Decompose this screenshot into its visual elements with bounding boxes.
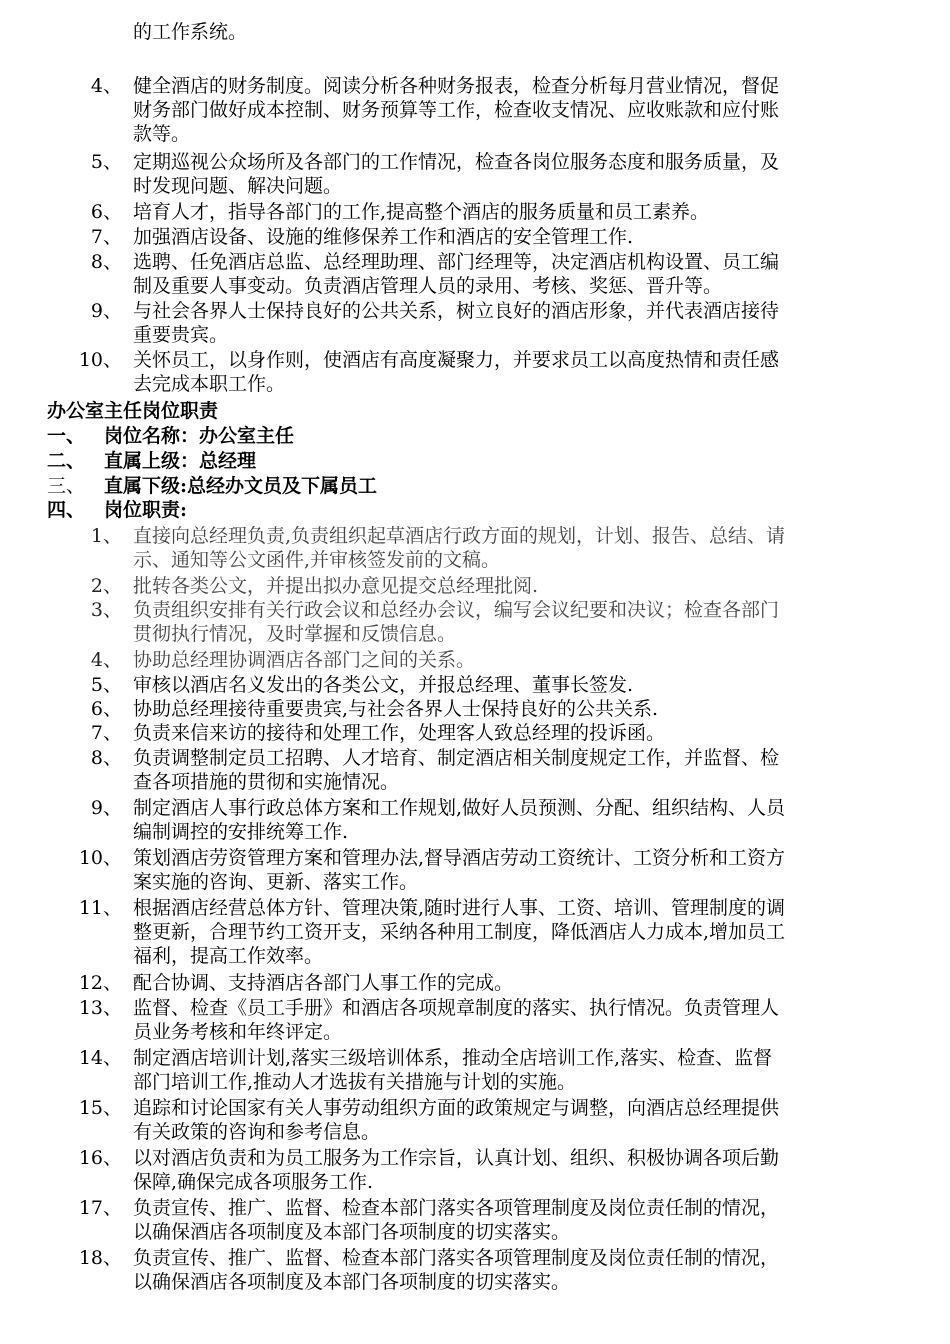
- item-number: 14、: [78, 1047, 122, 1069]
- item-number: 1、: [90, 525, 122, 547]
- item-number: 12、: [78, 972, 122, 994]
- item-text: 追踪和讨论国家有关人事劳动组织方面的政策规定与调整，向酒店总经理提供 有关政策的咨询和参考信息。: [133, 1097, 780, 1143]
- item-number: 2、: [90, 575, 122, 597]
- item-text: 选聘、任免酒店总监、总经理助理、部门经理等，决定酒店机构设置、员工编 制及重要人事变动。负责酒店管理人员的录用、考核、奖惩、晋升等。: [133, 251, 780, 297]
- heading-number: 二、: [47, 450, 86, 472]
- item-number: 3、: [90, 599, 122, 621]
- item-number: 6、: [90, 698, 122, 720]
- item-number: 8、: [90, 251, 122, 273]
- item-text: 审核以酒店名义发出的各类公文，并报总经理、董事长签发.: [133, 674, 634, 696]
- item-number: 6、: [90, 201, 122, 223]
- item-number: 4、: [90, 75, 122, 97]
- item-number: 17、: [78, 1197, 122, 1219]
- item-text: 制定酒店人事行政总体方案和工作规划,做好人员预测、分配、组织结构、人员 编制调控的安排统筹工作.: [133, 797, 786, 843]
- item-text: 以对酒店负责和为员工服务为工作宗旨，认真计划、组织、积极协调各项后勤 保障,确保完成各项服务工作.: [133, 1147, 780, 1193]
- item-number: 9、: [90, 300, 122, 322]
- item-number: 7、: [90, 226, 122, 248]
- item-number: 15、: [78, 1097, 122, 1119]
- heading-text: 岗位名称：办公室主任: [104, 425, 295, 447]
- item-text: 培育人才，指导各部门的工作,提高整个酒店的服务质量和员工素养。: [133, 201, 710, 223]
- heading-number: 四、: [47, 499, 86, 521]
- item-text: 负责调整制定员工招聘、人才培育、制定酒店相关制度规定工作，并监督、检 查各项措施的贯彻和实施情况。: [133, 747, 780, 793]
- continuation-text: 的工作系统。: [133, 21, 248, 43]
- item-text: 根据酒店经营总体方针、管理决策,随时进行人事、工资、培训、管理制度的调 整更新，合理节约工资开支，采纳各种用工制度，降低酒店人力成本,增加员工 福利，提高工作效率。: [133, 897, 786, 967]
- item-number: 7、: [90, 722, 122, 744]
- item-text: 配合协调、支持酒店各部门人事工作的完成。: [133, 972, 514, 994]
- item-text: 策划酒店劳资管理方案和管理办法,督导酒店劳动工资统计、工资分析和工资方 案实施的咨询、更新、落实工作。: [133, 847, 786, 893]
- item-text: 负责宣传、推广、监督、检查本部门落实各项管理制度及岗位责任制的情况， 以确保酒店各项制度及本部门各项制度的切实落实。: [133, 1247, 780, 1293]
- heading-text: 岗位职责:: [104, 499, 188, 521]
- item-text: 协助总经理接待重要贵宾,与社会各界人士保持良好的公共关系.: [133, 698, 659, 720]
- item-number: 9、: [90, 797, 122, 819]
- item-text: 负责来信来访的接待和处理工作，处理客人致总经理的投诉函。: [133, 722, 666, 744]
- item-text: 协助总经理协调酒店各部门之间的关系。: [133, 649, 476, 671]
- item-text: 监督、检查《员工手册》和酒店各项规章制度的落实、执行情况。负责管理人 员业务考核和年终评定。: [133, 997, 780, 1043]
- item-text: 制定酒店培训计划,落实三级培训体系，推动全店培训工作,落实、检查、监督 部门培训工作,推动人才选拔有关措施与计划的实施。: [133, 1047, 773, 1093]
- item-text: 定期巡视公众场所及各部门的工作情况，检查各岗位服务态度和服务质量，及 时发现问题、解决问题。: [133, 151, 780, 197]
- item-number: 5、: [90, 674, 122, 696]
- item-number: 16、: [78, 1147, 122, 1169]
- heading-text: 直属下级:总经办文员及下属员工: [104, 475, 378, 497]
- item-text: 负责组织安排有关行政会议和总经办会议，编写会议纪要和决议；检查各部门 贯彻执行情况，及时掌握和反馈信息。: [133, 599, 780, 645]
- heading-number: 三、: [47, 475, 86, 497]
- heading-text: 直属上级：总经理: [104, 450, 257, 472]
- item-text: 直接向总经理负责,负责组织起草酒店行政方面的规划，计划、报告、总结、请 示、通知等公文函件,并审核签发前的文稿。: [133, 525, 786, 571]
- heading-number: 一、: [47, 425, 86, 447]
- item-number: 10、: [78, 349, 122, 371]
- item-text: 与社会各界人士保持良好的公共关系，树立良好的酒店形象，并代表酒店接待 重要贵宾。: [133, 300, 780, 346]
- item-number: 13、: [78, 997, 122, 1019]
- item-text: 加强酒店设备、设施的维修保养工作和酒店的安全管理工作.: [133, 226, 634, 248]
- item-text: 关怀员工，以身作则，使酒店有高度凝聚力，并要求员工以高度热情和责任感 去完成本职工作。: [133, 349, 780, 395]
- item-number: 10、: [78, 847, 122, 869]
- item-number: 11、: [78, 897, 122, 919]
- item-text: 健全酒店的财务制度。阅读分析各种财务报表，检查分析每月营业情况，督促 财务部门做好成本控制、财务预算等工作，检查收支情况、应收账款和应付账 款等。: [133, 75, 780, 145]
- item-number: 8、: [90, 747, 122, 769]
- item-text: 批转各类公文，并提出拟办意见提交总经理批阅.: [133, 575, 539, 597]
- section-title: 办公室主任岗位职责: [47, 400, 219, 422]
- item-number: 5、: [90, 151, 122, 173]
- item-number: 18、: [78, 1247, 122, 1269]
- item-text: 负责宣传、推广、监督、检查本部门落实各项管理制度及岗位责任制的情况， 以确保酒店各项制度及本部门各项制度的切实落实。: [133, 1197, 780, 1243]
- item-number: 4、: [90, 649, 122, 671]
